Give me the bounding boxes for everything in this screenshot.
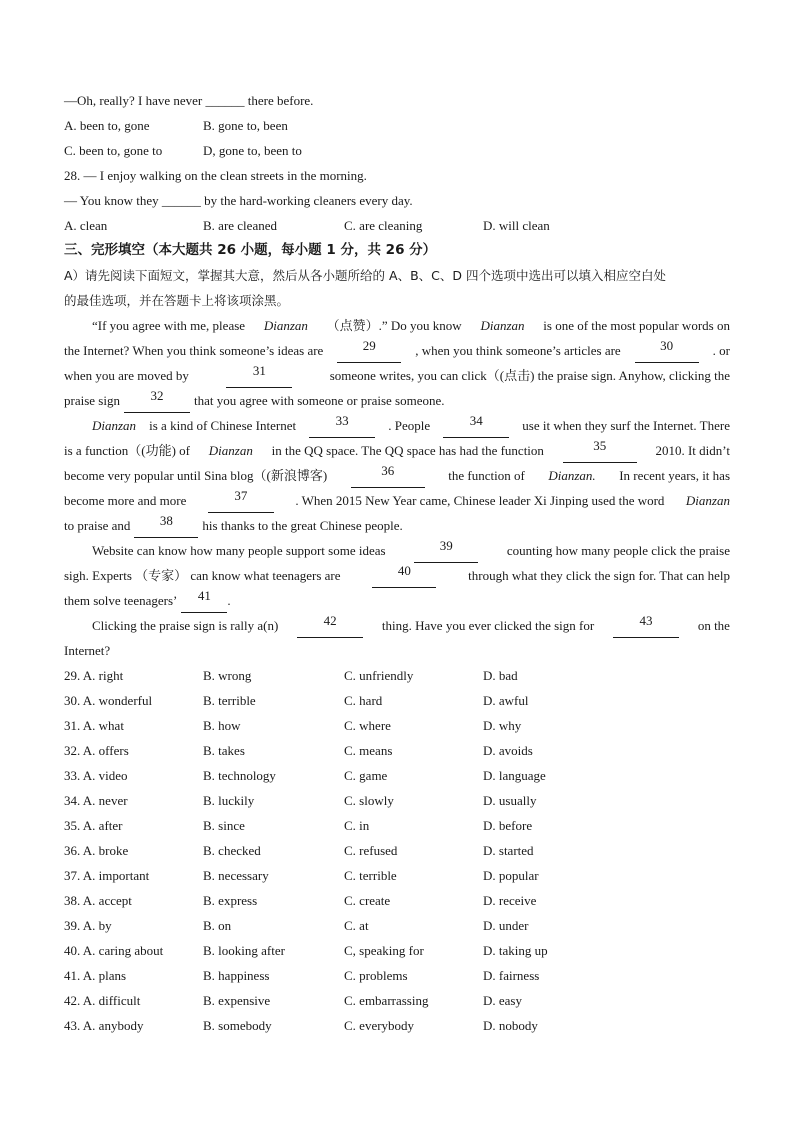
option: C, speaking for	[344, 943, 424, 958]
option: D. fairness	[483, 968, 540, 983]
blank-34: 34	[443, 413, 509, 438]
blank-37: 37	[208, 488, 274, 513]
blank-43: 43	[613, 613, 679, 638]
option: 32. A. offers	[64, 743, 129, 758]
option: C. refused	[344, 843, 398, 858]
option: C. slowly	[344, 793, 394, 808]
option: D. bad	[483, 668, 518, 683]
option: 37. A. important	[64, 868, 150, 883]
option: B. looking after	[203, 943, 285, 958]
option: B. how	[203, 718, 241, 733]
blank-42: 42	[297, 613, 363, 638]
q27-options-row-1	[64, 113, 730, 138]
option: B. on	[203, 918, 232, 933]
question-row	[64, 713, 730, 738]
option: 36. A. broke	[64, 843, 129, 858]
option: B. express	[203, 893, 258, 908]
option: C. hard	[344, 693, 383, 708]
option: B. somebody	[203, 1018, 272, 1033]
option: D. why	[483, 718, 522, 733]
passage-line: is a function（(功能) of Dianzan in the QQ space. The QQ space has had the function 35 2010. It didn’t	[64, 438, 730, 463]
passage-line: Internet?	[64, 643, 111, 658]
option: A. been to, gone	[64, 118, 150, 133]
option: B. technology	[203, 768, 276, 783]
option: B. takes	[203, 743, 245, 758]
option: D. popular	[483, 868, 539, 883]
question-row	[64, 813, 730, 838]
section-instruction-2: 的最佳选项，并在答题卡上将该项涂黑。	[64, 293, 290, 308]
question-row	[64, 1013, 730, 1038]
option: 35. A. after	[64, 818, 123, 833]
question-row	[64, 988, 730, 1013]
option: D. will clean	[483, 218, 550, 233]
option: D. language	[483, 768, 546, 783]
option: 31. A. what	[64, 718, 124, 733]
option: B. are cleaned	[203, 218, 277, 233]
blank-30: 30	[635, 338, 699, 363]
blank-41: 41	[181, 588, 227, 613]
passage-line: Dianzan is a kind of Chinese Internet 33 . People 34 use it when they surf the Internet. There	[64, 413, 730, 438]
option: 42. A. difficult	[64, 993, 141, 1008]
question-options-list	[64, 663, 730, 1038]
option: C. where	[344, 718, 391, 733]
passage-line: them solve teenagers’ 41 .	[64, 588, 730, 613]
blank-32: 32	[124, 388, 190, 413]
section-heading: 三、完形填空（本大题共 26 小题，每小题 1 分，共 26 分）	[64, 242, 437, 258]
section-instruction-1: A）请先阅读下面短文，掌握其大意，然后从各小题所给的 A、B、C、D 四个选项中选出可以填入相应空白处	[64, 268, 666, 283]
option: 29. A. right	[64, 668, 124, 683]
option: D. before	[483, 818, 533, 833]
option: D. started	[483, 843, 534, 858]
option: D. easy	[483, 993, 522, 1008]
question-row	[64, 863, 730, 888]
option: D. receive	[483, 893, 537, 908]
blank-40: 40	[372, 563, 436, 588]
exam-page	[64, 88, 730, 1038]
option: D. under	[483, 918, 529, 933]
blank-31: 31	[226, 363, 292, 388]
question-row	[64, 738, 730, 763]
q28-line-1: 28. — I enjoy walking on the clean streets in the morning.	[64, 168, 367, 183]
question-row	[64, 788, 730, 813]
q27-options-row-2	[64, 138, 730, 163]
option: B. necessary	[203, 868, 269, 883]
option: C. been to, gone to	[64, 143, 163, 158]
blank-29: 29	[337, 338, 401, 363]
option: B. gone to, been	[203, 118, 288, 133]
passage-line: Website can know how many people support some ideas 39 counting how many people click the praise	[64, 538, 730, 563]
passage-line: praise sign 32 that you agree with someone or praise someone.	[64, 388, 730, 413]
option: A. clean	[64, 218, 108, 233]
option: 40. A. caring about	[64, 943, 164, 958]
question-row	[64, 913, 730, 938]
option: B. since	[203, 818, 245, 833]
passage-line: when you are moved by 31 someone writes, you can click（(点击) the praise sign. Anyhow, clicking the	[64, 363, 730, 388]
option: C. embarrassing	[344, 993, 429, 1008]
question-row	[64, 688, 730, 713]
option: 38. A. accept	[64, 893, 132, 908]
option: C. problems	[344, 968, 408, 983]
option: B. wrong	[203, 668, 252, 683]
option: B. checked	[203, 843, 261, 858]
option: 30. A. wonderful	[64, 693, 153, 708]
option: C. at	[344, 918, 369, 933]
blank-38: 38	[134, 513, 198, 538]
option: D. usually	[483, 793, 537, 808]
question-row	[64, 938, 730, 963]
passage-line: become more and more 37 . When 2015 New Year came, Chinese leader Xi Jinping used the word Dianzan	[64, 488, 730, 513]
blank-36: 36	[351, 463, 425, 488]
option: 34. A. never	[64, 793, 128, 808]
passage-line: the Internet? When you think someone’s ideas are 29 , when you think someone’s articles are 30 . or	[64, 338, 730, 363]
option: C. terrible	[344, 868, 397, 883]
passage-line: Clicking the praise sign is rally a(n) 42 thing. Have you ever clicked the sign for 43 on the	[64, 613, 730, 638]
option: B. terrible	[203, 693, 256, 708]
option: B. expensive	[203, 993, 271, 1008]
option: B. happiness	[203, 968, 270, 983]
passage-line: sigh. Experts （专家） can know what teenagers are 40 through what they click the sign for. That can help	[64, 563, 730, 588]
option: C. means	[344, 743, 393, 758]
question-row	[64, 763, 730, 788]
option: 33. A. video	[64, 768, 128, 783]
q28-line-2: — You know they ______ by the hard-working cleaners every day.	[64, 193, 413, 208]
option: D, gone to, been to	[203, 143, 302, 158]
option: D. taking up	[483, 943, 548, 958]
option: B. luckily	[203, 793, 255, 808]
option: 43. A. anybody	[64, 1018, 144, 1033]
question-row	[64, 888, 730, 913]
option: 41. A. plans	[64, 968, 127, 983]
passage-line: become very popular until Sina blog（(新浪博客) 36 the function of Dianzan. In recent years, it has	[64, 463, 730, 488]
option: D. nobody	[483, 1018, 538, 1033]
option: C. game	[344, 768, 388, 783]
blank-35: 35	[563, 438, 637, 463]
option: C. in	[344, 818, 370, 833]
question-row	[64, 663, 730, 688]
blank-39: 39	[414, 538, 478, 563]
blank-33: 33	[309, 413, 375, 438]
passage-line: “If you agree with me, please Dianzan （点赞）.” Do you know Dianzan is one of the most popular words on	[92, 318, 730, 333]
option: C. create	[344, 893, 391, 908]
option: D. awful	[483, 693, 529, 708]
option: C. everybody	[344, 1018, 415, 1033]
passage-line: to praise and 38 his thanks to the great Chinese people.	[64, 513, 730, 538]
question-row	[64, 963, 730, 988]
option: D. avoids	[483, 743, 533, 758]
question-row	[64, 838, 730, 863]
option: C. are cleaning	[344, 218, 423, 233]
option: C. unfriendly	[344, 668, 414, 683]
option: 39. A. by	[64, 918, 112, 933]
q27-reply: —Oh, really? I have never ______ there before.	[64, 93, 314, 108]
q28-options	[64, 213, 730, 238]
